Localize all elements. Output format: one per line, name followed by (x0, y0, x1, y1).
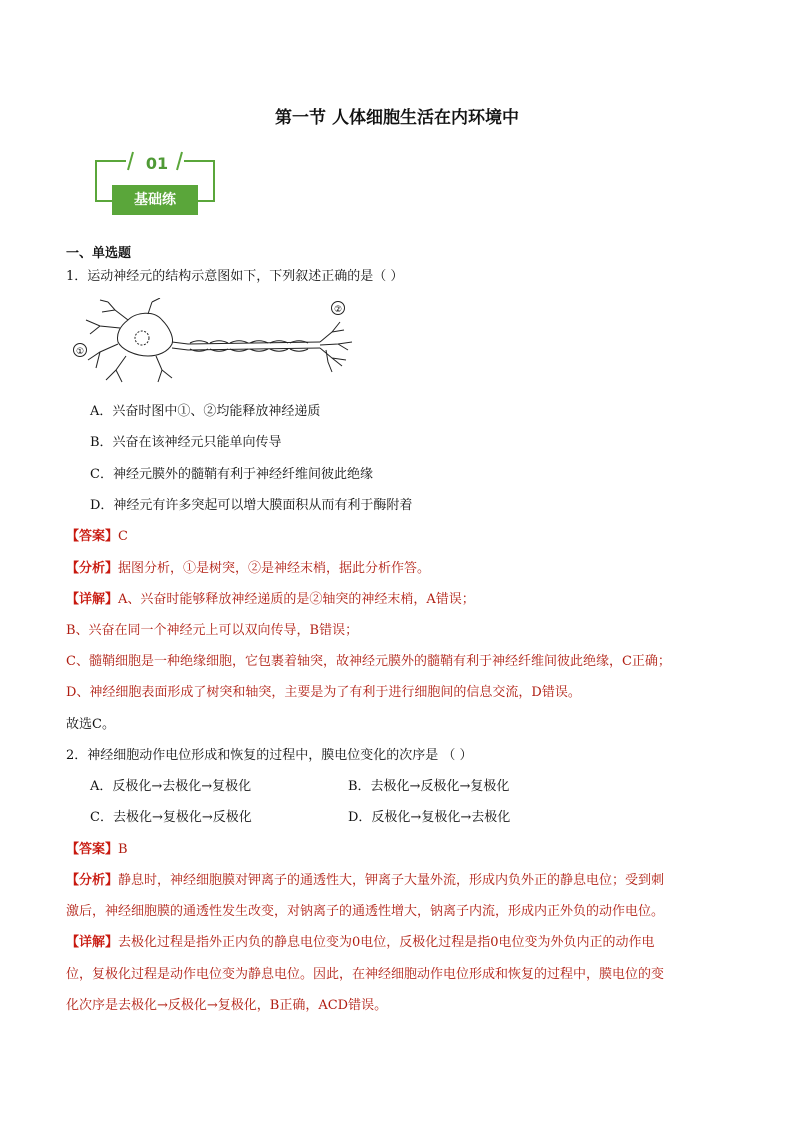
q1-conclusion: 故选C。 (66, 717, 115, 732)
badge-label: 基础练 (112, 185, 198, 215)
q1-detail-4: D、神经细胞表面形成了树突和轴突，主要是为了有利于进行细胞间的信息交流，D错误。 (66, 685, 581, 700)
q2-option-a: A．反极化→去极化→复极化 (90, 779, 252, 794)
q1-detail-2: B、兴奋在同一个神经元上可以双向传导，B错误； (66, 623, 359, 638)
q2-analysis-line-1 (66, 872, 664, 890)
neuron-diagram (70, 298, 362, 386)
q1-detail-line-1 (66, 591, 475, 609)
q2-detail-1: 去极化过程是指外正内负的静息电位变为0电位，反极化过程是指0电位变为外负内正的动作电 (118, 935, 655, 950)
q2-detail-line-1 (66, 934, 655, 952)
q1-stem: 1．运动神经元的结构示意图如下，下列叙述正确的是（ ） (66, 269, 404, 284)
q1-detail-3: C、髓鞘细胞是一种绝缘细胞，它包裹着轴突，故神经元膜外的髓鞘有利于神经纤维间彼此绝缘，C正确； (66, 654, 671, 669)
q2-analysis-2: 激后，神经细胞膜的通透性发生改变，对钠离子的通透性增大，钠离子内流，形成内正外负的动作电位。 (66, 904, 665, 919)
q2-answer: B (118, 842, 128, 857)
q1-answer: C (118, 529, 128, 544)
q1-analysis-line (66, 560, 430, 578)
answer-tag: 【答案】 (66, 842, 119, 857)
analysis-tag: 【分析】 (66, 873, 119, 888)
q1-option-b: B．兴奋在该神经元只能单向传导 (90, 435, 282, 450)
detail-tag: 【详解】 (66, 592, 119, 607)
q1-option-d: D．神经元有许多突起可以增大膜面积从而有利于酶附着 (90, 498, 413, 513)
q2-option-d: D．反极化→复极化→去极化 (348, 810, 511, 825)
q2-analysis-1: 静息时，神经细胞膜对钾离子的通透性大，钾离子大量外流，形成内负外正的静息电位；受到刺 (118, 873, 665, 888)
detail-tag: 【详解】 (66, 935, 119, 950)
analysis-tag: 【分析】 (66, 561, 119, 576)
label-1: ① (75, 347, 85, 357)
neuron-figure (70, 298, 362, 386)
q1-answer-line (66, 528, 128, 546)
page-title: 第一节 人体细胞生活在内环境中 (275, 108, 519, 128)
q2-detail-3: 化次序是去极化→反极化→复极化，B正确，ACD错误。 (66, 998, 388, 1013)
label-2: ② (333, 305, 343, 315)
q2-answer-line (66, 841, 128, 859)
section-badge (88, 150, 222, 222)
q1-option-c: C．神经元膜外的髓鞘有利于神经纤维间彼此绝缘 (90, 467, 373, 482)
q2-option-c: C．去极化→复极化→反极化 (90, 810, 252, 825)
q2-option-b: B．去极化→反极化→复极化 (348, 779, 510, 794)
section-heading: 一、单选题 (66, 246, 132, 261)
q2-detail-2: 位，复极化过程是动作电位变为静息电位。因此，在神经细胞动作电位形成和恢复的过程中，膜电位的变 (66, 967, 665, 982)
badge-number: 01 (145, 154, 169, 173)
q1-analysis: 据图分析，①是树突，②是神经末梢，据此分析作答。 (118, 561, 431, 576)
q1-detail-1: A、兴奋时能够释放神经递质的是②轴突的神经末梢，A错误； (118, 592, 475, 607)
answer-tag: 【答案】 (66, 529, 119, 544)
q2-stem: 2．神经细胞动作电位形成和恢复的过程中，膜电位变化的次序是 （ ） (66, 748, 473, 763)
q1-option-a: A．兴奋时图中①、②均能释放神经递质 (90, 404, 321, 419)
